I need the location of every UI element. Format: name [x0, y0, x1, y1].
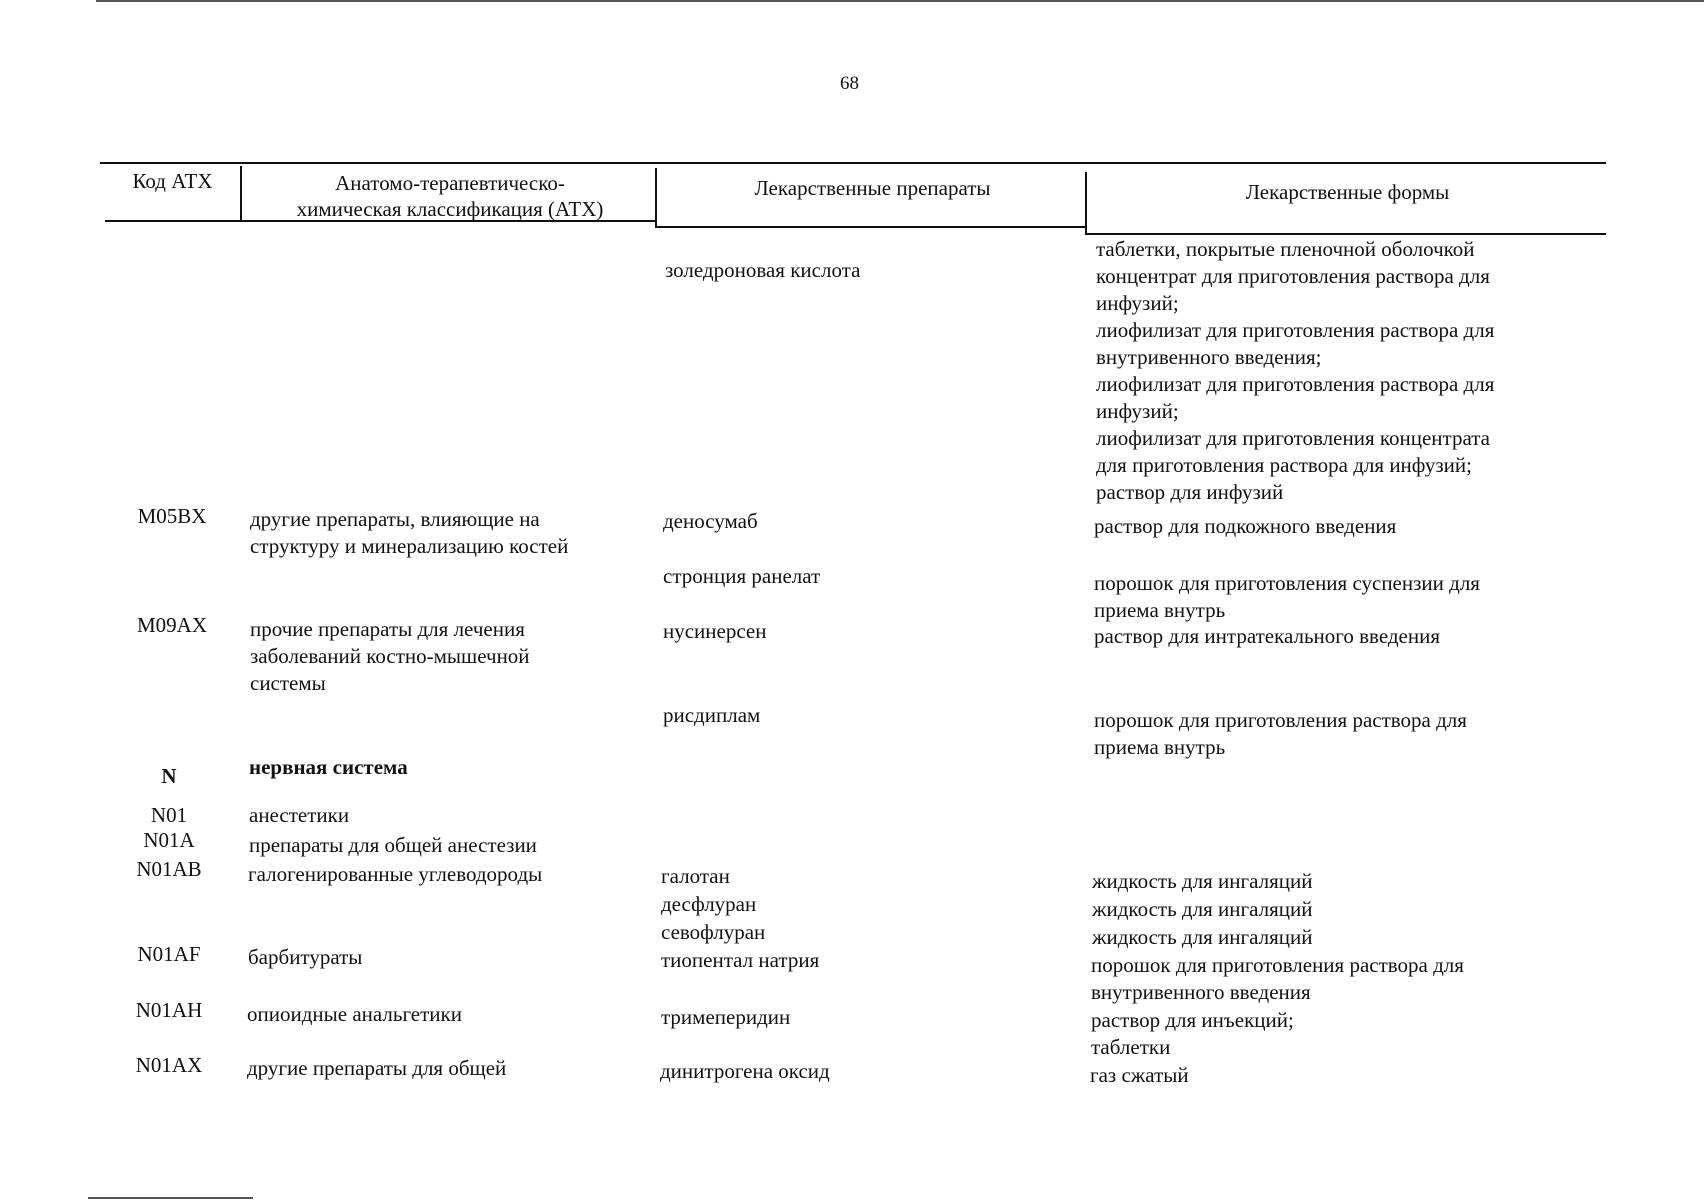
scan-edge-top	[96, 0, 1704, 2]
form-line: внутривенного введения	[1091, 980, 1311, 1004]
header-atc-line-2: химическая классификация (АТХ)	[296, 197, 604, 221]
atc-description: другие препараты для общей	[247, 1056, 507, 1080]
form-line: раствор для подкожного введения	[1094, 514, 1397, 538]
table-row-13-forms	[1091, 1007, 1294, 1061]
atc-code: N01AB	[136, 857, 202, 881]
drug-name: деносумаб	[663, 509, 758, 533]
scan-edge-bottom	[88, 1197, 253, 1199]
drug-name: тримеперидин	[661, 1005, 791, 1029]
form-line: инфузий;	[1096, 291, 1179, 315]
header-top-rule	[100, 162, 1606, 164]
form-line: приема внутрь	[1094, 735, 1226, 759]
atc-line: другие препараты, влияющие на	[250, 507, 540, 531]
form-line: для приготовления раствора для инфузий;	[1096, 453, 1472, 477]
drug-name: динитрогена оксид	[660, 1059, 830, 1083]
header-divider-2	[655, 168, 657, 226]
drug-name: нусинерсен	[663, 619, 767, 643]
atc-code: M09AX	[136, 613, 207, 637]
header-divider-1	[240, 166, 242, 222]
header-forms-label: Лекарственные формы	[1245, 180, 1450, 204]
atc-description: препараты для общей анестезии	[249, 833, 537, 857]
header-divider-3	[1085, 172, 1087, 234]
atc-code: N01	[150, 803, 188, 827]
atc-description	[250, 616, 530, 697]
header-code-label: Код АТХ	[132, 169, 213, 193]
header-atc	[245, 170, 655, 222]
form-line: порошок для приготовления раствора для	[1091, 953, 1464, 977]
form-line: раствор для интратекального введения	[1094, 624, 1441, 648]
atc-code: N01AX	[135, 1053, 203, 1077]
form-line: лиофилизат для приготовления раствора для	[1096, 372, 1495, 396]
atc-code: N01AH	[135, 998, 203, 1022]
atc-line: структуру и минерализацию костей	[250, 534, 569, 558]
header-forms	[1090, 179, 1605, 205]
header-bottom-rule-right	[1085, 233, 1606, 235]
form-line: таблетки, покрытые пленочной оболочкой	[1096, 237, 1475, 261]
drug-name: золедроновая кислота	[665, 258, 861, 282]
drug-name: десфлуран	[661, 892, 757, 916]
form-line: жидкость для ингаляций	[1092, 897, 1313, 921]
form-line: внутривенного введения;	[1096, 345, 1322, 369]
form-line: жидкость для ингаляций	[1092, 925, 1313, 949]
form-line: раствор для инъекций;	[1091, 1008, 1294, 1032]
atc-description: анестетики	[249, 803, 350, 827]
atc-code: N01A	[143, 828, 195, 852]
atc-code: M05BX	[137, 504, 207, 528]
form-line: порошок для приготовления суспензии для	[1094, 571, 1480, 595]
table-row-0	[1096, 236, 1475, 263]
header-atc-line-1: Анатомо-терапевтическо-	[335, 171, 565, 195]
atc-description: опиоидные анальгетики	[247, 1002, 462, 1026]
form-line: инфузий;	[1096, 399, 1179, 423]
header-drugs-label: Лекарственные препараты	[754, 176, 991, 200]
table-row-1-forms	[1096, 263, 1494, 506]
header-code	[105, 168, 240, 194]
form-line: порошок для приготовления раствора для	[1094, 708, 1467, 732]
atc-line: заболеваний костно-мышечной	[250, 644, 530, 668]
atc-description: барбитураты	[248, 945, 363, 969]
atc-line: прочие препараты для лечения	[250, 617, 525, 641]
drug-name: рисдиплам	[663, 703, 761, 727]
atc-code: N01AF	[137, 942, 201, 966]
header-drugs	[660, 175, 1085, 201]
form-line: приема внутрь	[1094, 598, 1226, 622]
page-number: 68	[840, 73, 859, 94]
atc-code: N	[161, 764, 177, 788]
form-line: таблетки	[1091, 1035, 1171, 1059]
form-line: жидкость для ингаляций	[1092, 869, 1313, 893]
form-line: лиофилизат для приготовления концентрата	[1096, 426, 1491, 450]
drug-name: галотан	[661, 864, 730, 888]
form-line: газ сжатый	[1090, 1063, 1189, 1087]
drug-name: севофлуран	[661, 920, 766, 944]
table-row-5-forms	[1094, 707, 1467, 761]
header-bottom-rule-mid	[655, 226, 1085, 228]
atc-line: системы	[250, 671, 326, 695]
atc-description: нервная система	[249, 755, 408, 779]
table-row-3-forms	[1094, 570, 1480, 624]
form-line: лиофилизат для приготовления раствора для	[1096, 318, 1495, 342]
drug-name: тиопентал натрия	[661, 948, 820, 972]
drug-name: стронция ранелат	[663, 564, 821, 588]
form-line: концентрат для приготовления раствора для	[1096, 264, 1490, 288]
atc-description: галогенированные углеводороды	[248, 862, 543, 886]
table-row-12-forms	[1091, 952, 1464, 1006]
atc-description	[250, 506, 568, 560]
form-line: раствор для инфузий	[1096, 480, 1284, 504]
